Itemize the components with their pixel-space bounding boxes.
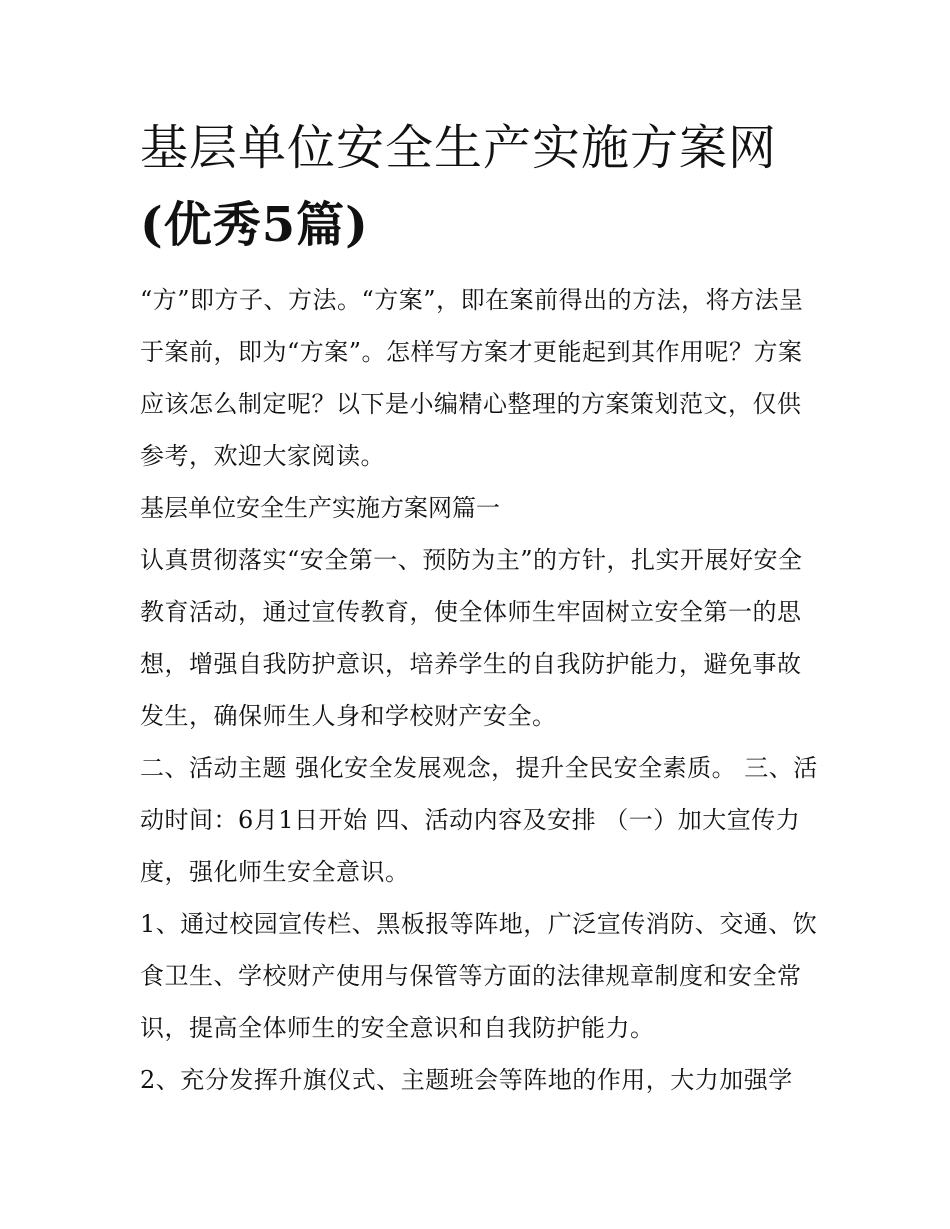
intro-paragraph: “方”即方子、方法。“方案”，即在案前得出的方法，将方法呈于案前，即为“方案”。怎样写方案才更能起到其作用呢？方案应该怎么制定呢？以下是小编精心整理的方案策划范文，仅供参考，欢迎大家阅读。 <box>140 286 804 470</box>
document-title <box>140 110 820 264</box>
document-title-line-1: 基层单位安全生产实施方案网 <box>140 120 778 176</box>
document-body <box>140 110 820 1106</box>
document-title-line-2: (优秀5篇) <box>140 197 369 253</box>
section-heading: 基层单位安全生产实施方案网篇一 <box>140 494 500 522</box>
body-paragraph: 2、充分发挥升旗仪式、主题班会等阵地的作用，大力加强学 <box>140 1066 793 1094</box>
body-paragraph: 认真贯彻落实“安全第一、预防为主”的方针，扎实开展好安全教育活动，通过宣传教育，使全体师生牢固树立安全第一的思想，增强自我防护意识，培养学生的自我防护能力，避免事故发生，确保师生人身和学校财产安全。 <box>140 546 803 730</box>
body-paragraph: 二、活动主题 强化安全发展观念，提升全民安全素质。 三、活动时间：6月1日开始 四、活动内容及安排 （一）加大宣传力度，强化师生安全意识。 <box>140 754 818 886</box>
body-paragraph: 1、通过校园宣传栏、黑板报等阵地，广泛宣传消防、交通、饮食卫生、学校财产使用与保管等方面的法律规章制度和安全常识，提高全体师生的安全意识和自我防护能力。 <box>140 910 818 1042</box>
